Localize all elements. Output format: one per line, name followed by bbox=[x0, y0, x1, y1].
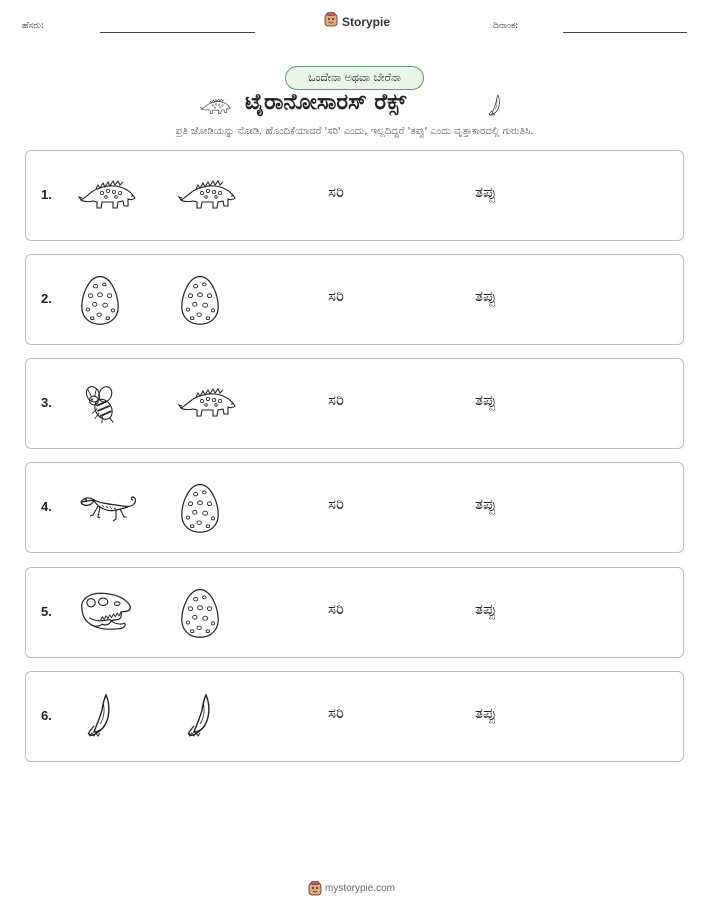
worksheet-header bbox=[0, 0, 709, 50]
date-label: ದಿನಾಂಕ: bbox=[493, 21, 519, 31]
question-number: 4. bbox=[41, 499, 52, 514]
dinosaur-egg-icon bbox=[178, 587, 222, 639]
answer-option-wrong[interactable]: ತಪ್ಪು bbox=[475, 287, 497, 305]
activity-badge: ಒಂದೇನಾ ಅಥವಾ ಬೇರೆನಾ bbox=[285, 66, 424, 90]
ankylosaurus-icon bbox=[178, 176, 238, 216]
bee-icon bbox=[78, 381, 122, 427]
footer bbox=[0, 880, 709, 900]
date-line bbox=[563, 32, 687, 33]
name-line bbox=[100, 32, 255, 33]
dinosaur-claw-icon bbox=[78, 692, 118, 742]
answer-option-wrong[interactable]: ತಪ್ಪು bbox=[475, 704, 497, 722]
dinosaur-egg-icon bbox=[178, 482, 222, 534]
ankylosaurus-icon bbox=[200, 96, 232, 118]
answer-option-correct[interactable]: ಸರಿ bbox=[328, 600, 344, 618]
lizard-icon bbox=[78, 488, 138, 528]
t-rex-skull-icon bbox=[78, 589, 134, 637]
question-number: 5. bbox=[41, 604, 52, 619]
question-row bbox=[25, 567, 684, 658]
ankylosaurus-icon bbox=[178, 384, 238, 424]
question-number: 2. bbox=[41, 291, 52, 306]
dinosaur-egg-icon bbox=[78, 274, 122, 326]
storypie-mascot-icon bbox=[308, 881, 322, 901]
answer-option-wrong[interactable]: ತಪ್ಪು bbox=[475, 391, 497, 409]
page-title: ಟೈರಾನೋಸಾರಸ್ ರೆಕ್ಸ್ bbox=[245, 90, 407, 115]
answer-option-correct[interactable]: ಸರಿ bbox=[328, 183, 344, 201]
dinosaur-claw-icon bbox=[484, 92, 504, 120]
question-number: 3. bbox=[41, 395, 52, 410]
dinosaur-claw-icon bbox=[178, 692, 218, 742]
question-row bbox=[25, 358, 684, 449]
question-row bbox=[25, 671, 684, 762]
answer-option-wrong[interactable]: ತಪ್ಪು bbox=[475, 600, 497, 618]
brand-name: Storypie bbox=[342, 15, 391, 29]
storypie-mascot-icon bbox=[324, 12, 338, 32]
instructions: ಪ್ರತಿ ಜೋಡಿಯನ್ನು ನೋಡಿ. ಹೊಂದಿಕೆಯಾದರೆ 'ಸರಿ' ಎಂದು, ಇಲ್ಲದಿದ್ದರೆ 'ತಪ್ಪು' ಎಂದು ವೃತ್ತಾಕಾರದಲ್ಲಿ ಗುರುತಿಸಿ. bbox=[175, 126, 534, 137]
question-number: 6. bbox=[41, 708, 52, 723]
ankylosaurus-icon bbox=[78, 176, 138, 216]
answer-option-wrong[interactable]: ತಪ್ಪು bbox=[475, 183, 497, 201]
question-row bbox=[25, 150, 684, 241]
footer-site: mystorypie.com bbox=[325, 883, 396, 894]
answer-option-correct[interactable]: ಸರಿ bbox=[328, 495, 344, 513]
title-row bbox=[0, 88, 709, 124]
answer-option-wrong[interactable]: ತಪ್ಪು bbox=[475, 495, 497, 513]
answer-option-correct[interactable]: ಸರಿ bbox=[328, 391, 344, 409]
dinosaur-egg-icon bbox=[178, 274, 222, 326]
name-label: ಹೆಸರು: bbox=[22, 21, 45, 31]
brand-logo bbox=[324, 12, 390, 32]
answer-option-correct[interactable]: ಸರಿ bbox=[328, 287, 344, 305]
question-number: 1. bbox=[41, 187, 52, 202]
question-row bbox=[25, 462, 684, 553]
answer-option-correct[interactable]: ಸರಿ bbox=[328, 704, 344, 722]
question-row bbox=[25, 254, 684, 345]
